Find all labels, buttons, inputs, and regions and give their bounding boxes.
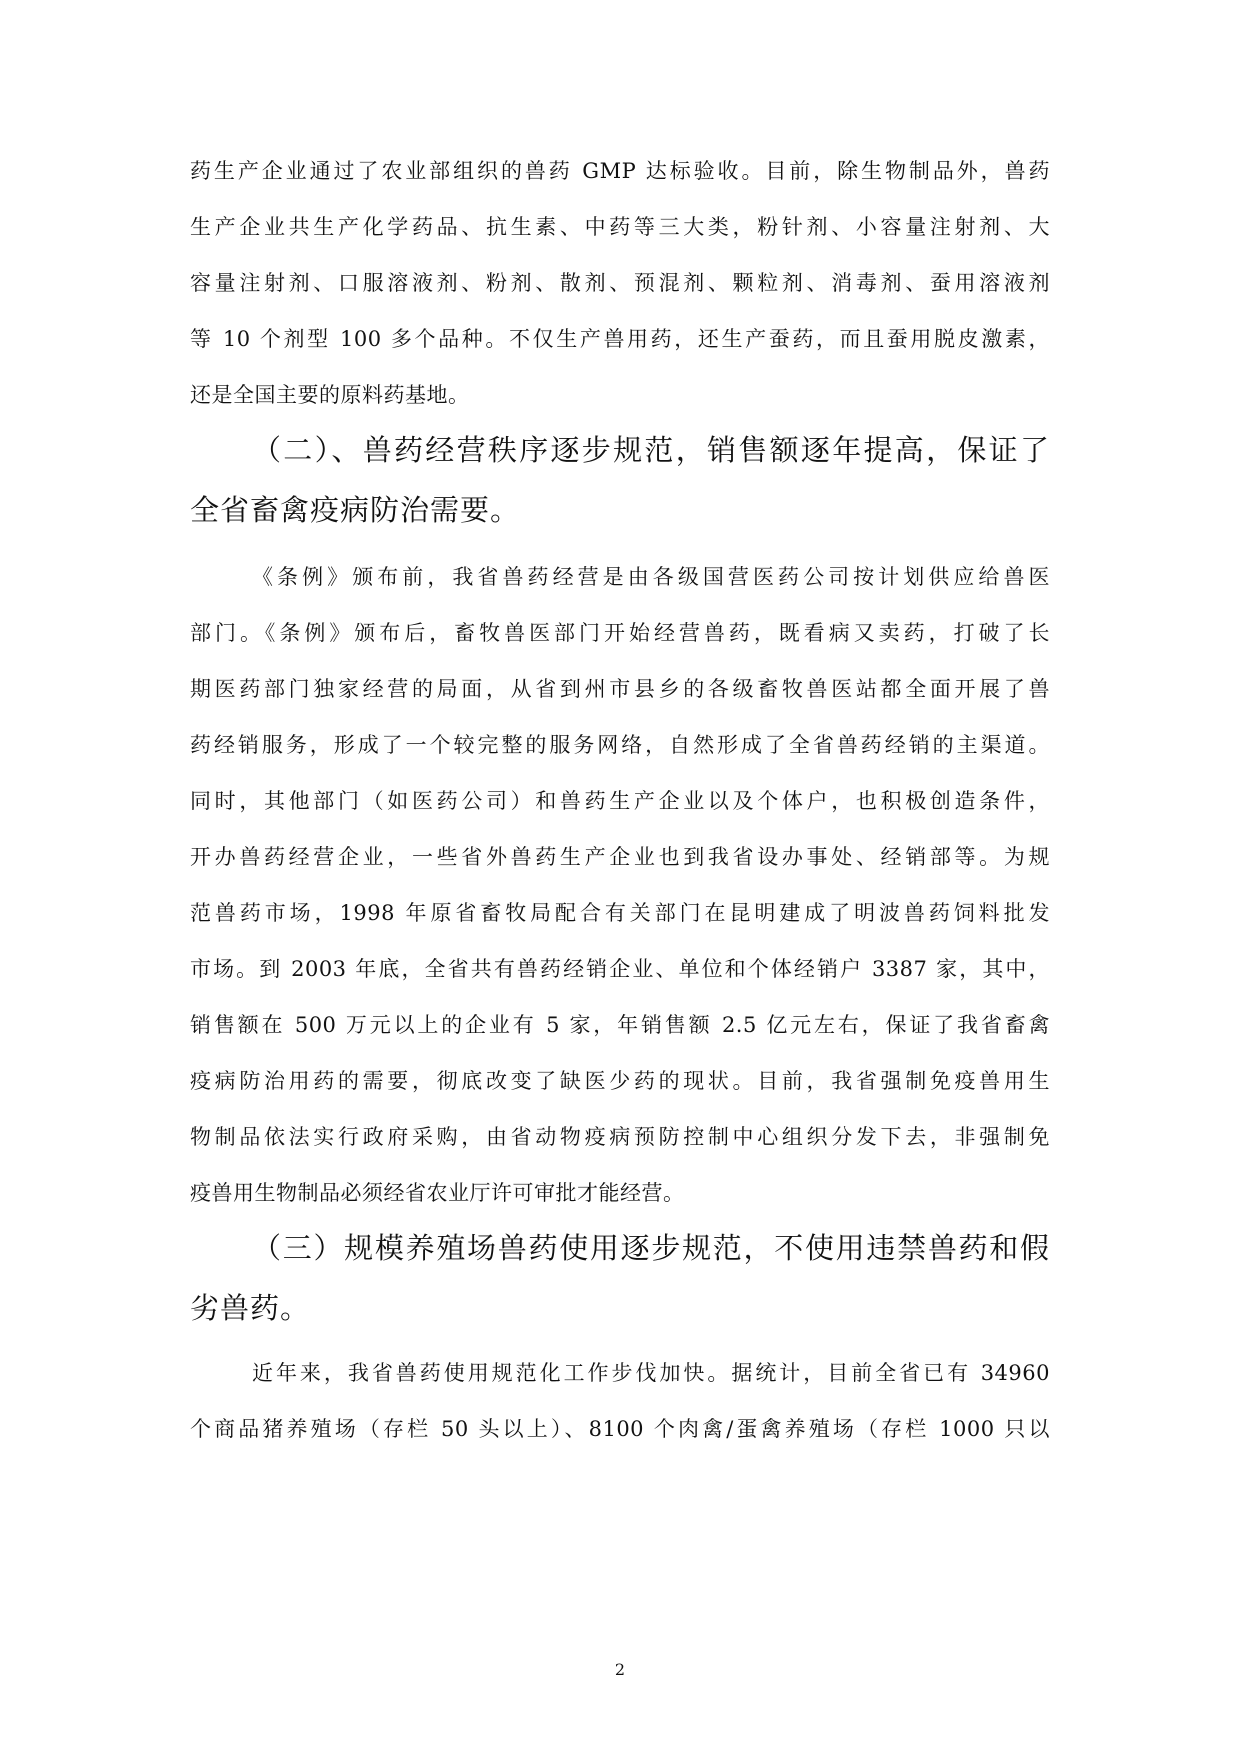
text-line: 近年来，我省兽药使用规范化工作步伐加快。据统计，目前全省已有 34960 bbox=[252, 1361, 1050, 1385]
text-line: 药生产企业通过了农业部组织的兽药 GMP 达标验收。目前，除生物制品外，兽药 bbox=[190, 159, 1050, 183]
text-line: 药经销服务，形成了一个较完整的服务网络，自然形成了全省兽药经销的主渠道。 bbox=[190, 733, 1050, 757]
heading-line: （三）规模养殖场兽药使用逐步规范，不使用违禁兽药和假 bbox=[252, 1231, 1050, 1265]
text-line: 等 10 个剂型 100 多个品种。不仅生产兽用药，还生产蚕药，而且蚕用脱皮激素， bbox=[190, 327, 1050, 351]
text-line: 容量注射剂、口服溶液剂、粉剂、散剂、预混剂、颗粒剂、消毒剂、蚕用溶液剂 bbox=[190, 271, 1050, 295]
text-line: 市场。到 2003 年底，全省共有兽药经销企业、单位和个体经销户 3387 家，其中， bbox=[190, 957, 1050, 981]
text-line: 个商品猪养殖场（存栏 50 头以上）、8100 个肉禽/蛋禽养殖场（存栏 1000 只以 bbox=[190, 1417, 1050, 1441]
text-line: 疫兽用生物制品必须经省农业厅许可审批才能经营。 bbox=[190, 1181, 685, 1205]
text-line: 生产企业共生产化学药品、抗生素、中药等三大类，粉针剂、小容量注射剂、大 bbox=[190, 215, 1050, 239]
heading-line: （二）、兽药经营秩序逐步规范，销售额逐年提高，保证了 bbox=[252, 433, 1050, 467]
page-number: 2 bbox=[614, 1660, 626, 1679]
heading-line: 劣兽药。 bbox=[190, 1291, 311, 1325]
text-line: 范兽药市场，1998 年原省畜牧局配合有关部门在昆明建成了明波兽药饲料批发 bbox=[190, 901, 1050, 925]
text-line: 销售额在 500 万元以上的企业有 5 家，年销售额 2.5 亿元左右，保证了我省畜禽 bbox=[190, 1013, 1050, 1037]
text-line: 同时，其他部门（如医药公司）和兽药生产企业以及个体户，也积极创造条件， bbox=[190, 789, 1050, 813]
text-line: 《条例》颁布前，我省兽药经营是由各级国营医药公司按计划供应给兽医 bbox=[252, 565, 1050, 589]
text-line: 疫病防治用药的需要，彻底改变了缺医少药的现状。目前，我省强制免疫兽用生 bbox=[190, 1069, 1050, 1093]
text-line: 还是全国主要的原料药基地。 bbox=[190, 383, 470, 407]
text-line: 物制品依法实行政府采购，由省动物疫病预防控制中心组织分发下去，非强制免 bbox=[190, 1125, 1050, 1149]
text-line: 开办兽药经营企业，一些省外兽药生产企业也到我省设办事处、经销部等。为规 bbox=[190, 845, 1050, 869]
text-line: 部门。《条例》颁布后，畜牧兽医部门开始经营兽药，既看病又卖药，打破了长 bbox=[190, 621, 1050, 645]
text-line: 期医药部门独家经营的局面，从省到州市县乡的各级畜牧兽医站都全面开展了兽 bbox=[190, 677, 1050, 701]
heading-line: 全省畜禽疫病防治需要。 bbox=[190, 493, 521, 527]
